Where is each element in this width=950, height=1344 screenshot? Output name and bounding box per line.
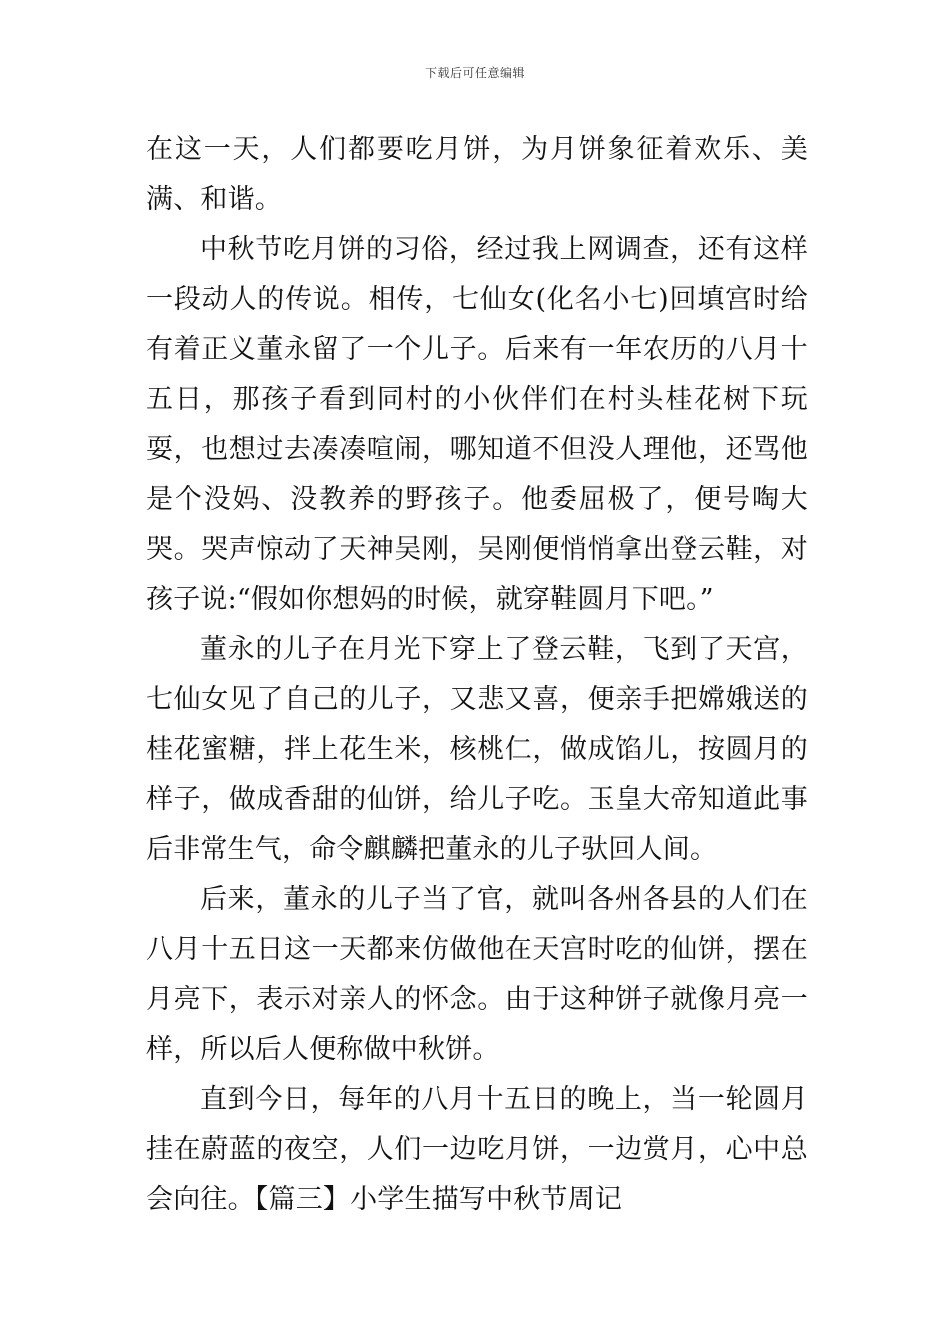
document-body <box>146 125 808 1225</box>
paragraph-3: 董永的儿子在月光下穿上了登云鞋，飞到了天宫，七仙女见了自己的儿子，又悲又喜，便亲手把嫦娥送的桂花蜜糖，拌上花生米，核桃仁，做成馅儿，按圆月的样子，做成香甜的仙饼，给儿子吃。玉皇大帝知道此事后非常生气，命令麒麟把董永的儿子驮回人间。 <box>146 634 808 865</box>
page-header: 下载后可任意编辑 <box>424 66 525 80</box>
paragraph-1: 在这一天，人们都要吃月饼，为月饼象征着欢乐、美满、和谐。 <box>146 134 808 215</box>
paragraph-2: 中秋节吃月饼的习俗，经过我上网调查，还有这样一段动人的传说。相传，七仙女(化名小七)回填宫时给有着正义董永留了一个儿子。后来有一年农历的八月十五日，那孩子看到同村的小伙伴们在村头桂花树下玩耍，也想过去凑凑喧闹，哪知道不但没人理他，还骂他是个没妈、没教养的野孩子。他委屈极了，便号啕大哭。哭声惊动了天神吴刚，吴刚便悄悄拿出登云鞋，对孩子说:“假如你想妈的时候，就穿鞋圆月下吧。” <box>146 234 808 615</box>
paragraph-4: 后来，董永的儿子当了官，就叫各州各县的人们在八月十五日这一天都来仿做他在天宫时吃的仙饼，摆在月亮下，表示对亲人的怀念。由于这种饼子就像月亮一样，所以后人便称做中秋饼。 <box>146 884 808 1065</box>
paragraph-5: 直到今日，每年的八月十五日的晚上，当一轮圆月挂在蔚蓝的夜空，人们一边吃月饼，一边赏月，心中总会向往。【篇三】小学生描写中秋节周记 <box>146 1084 808 1215</box>
